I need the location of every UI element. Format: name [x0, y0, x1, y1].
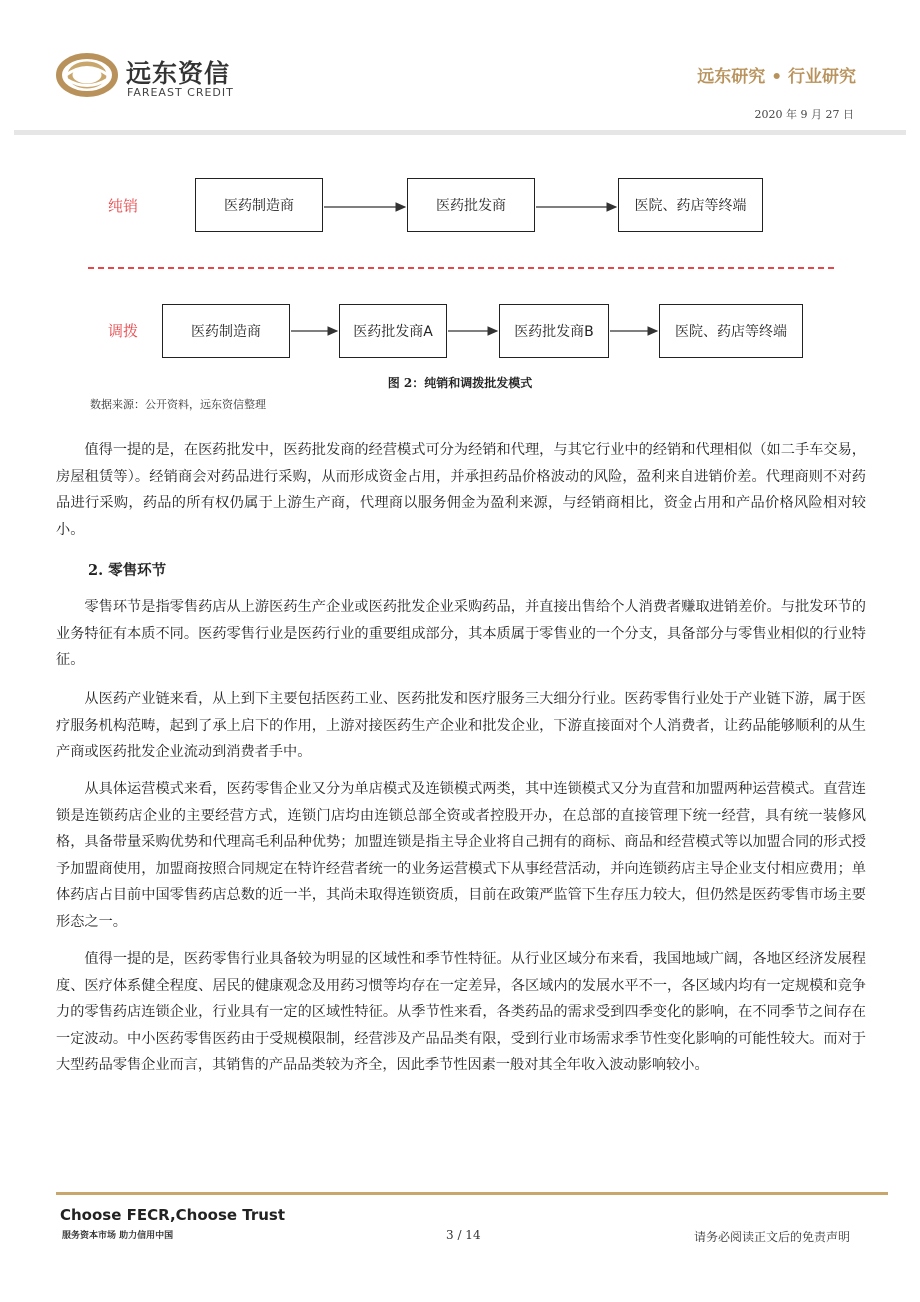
- row-label-direct-sales: 纯销: [108, 197, 139, 215]
- flow-box-wholesaler-a: 医药批发商A: [339, 304, 447, 358]
- row-label-transfer: 调拨: [108, 322, 139, 340]
- flow-box-terminal-1: 医院、药店等终端: [618, 178, 763, 232]
- flow-box-wholesaler-b: 医药批发商B: [499, 304, 609, 358]
- footer-subslogan: 服务资本市场 助力信用中国: [62, 1231, 174, 1241]
- paragraph-wholesale-modes: 值得一提的是，在医药批发中，医药批发商的经营模式可分为经销和代理，与其它行业中的经销和代理相似（如二手车交易，房屋租赁等）。经销商会对药品进行采购，从而形成资金占用，并承担药品价格波动的风险，盈利来自进销价差。代理商则不对药品进行采购，药品的所有权仍属于上游生产商，代理商以服务佣金为盈利来源，与经销商相比，资金占用和产品价格风险相对较小。: [56, 442, 866, 538]
- flow-box-manufacturer-1: 医药制造商: [195, 178, 323, 232]
- report-series-title: 远东研究 • 行业研究: [697, 67, 856, 87]
- footer-slogan: Choose FECR,Choose Trust: [60, 1206, 286, 1224]
- figure-source: 数据来源：公开资料，远东资信整理: [90, 398, 266, 411]
- report-date: 2020 年 9 月 27 日: [754, 108, 854, 121]
- flow-box-manufacturer-2: 医药制造商: [162, 304, 290, 358]
- brand-name-cn: 远东资信: [126, 59, 231, 88]
- section-heading-retail: 2. 零售环节: [88, 562, 167, 579]
- brand-name-en: FAREAST CREDIT: [127, 86, 234, 99]
- paragraph-industry-chain: 从医药产业链来看，从上到下主要包括医药工业、医药批发和医疗服务三大细分行业。医药零售行业处于产业链下游，属于医疗服务机构范畴，起到了承上启下的作用，上游对接医药生产企业和批发企业，下游直接面对个人消费者，让药品能够顺利的从生产商或医药批发企业流动到消费者手中。: [56, 691, 866, 760]
- figure-caption: 图 2：纯销和调拨批发模式: [387, 376, 533, 390]
- footer-disclaimer: 请务必阅读正文后的免责声明: [693, 1230, 850, 1244]
- flow-box-wholesaler-1: 医药批发商: [407, 178, 535, 232]
- footer-divider: [56, 1192, 888, 1195]
- flow-box-terminal-2: 医院、药店等终端: [659, 304, 803, 358]
- paragraph-retail-definition: 零售环节是指零售药店从上游医药生产企业或医药批发企业采购药品，并直接出售给个人消费者赚取进销差价。与批发环节的业务特征有本质不同。医药零售行业是医药行业的重要组成部分，其本质属于零售业的一个分支，具备部分与零售业相似的行业特征。: [56, 599, 866, 668]
- flow-arrows: [0, 0, 920, 380]
- paragraph-operating-modes: 从具体运营模式来看，医药零售企业又分为单店模式及连锁模式两类，其中连锁模式又分为直营和加盟两种运营模式。直营连锁是连锁药店企业的主要经营方式，连锁门店均由连锁总部全资或者控股开办，在总部的直接管理下统一经营，具有统一装修风格，具备带量采购优势和代理高毛利品种优势；加盟连锁是指主导企业将自己拥有的商标、商品和经营模式等以加盟合同的形式授予加盟商使用，加盟商按照合同规定在特许经营者统一的业务运营模式下从事经营活动，并向连锁药店主导企业支付相应费用；单体药店占目前中国零售药店总数的近一半，其尚未取得连锁资质，目前在政策严监管下生存压力较大，但仍然是医药零售市场主要形态之一。: [56, 781, 866, 930]
- page-number: 3 / 14: [446, 1228, 481, 1242]
- paragraph-regional-seasonal: 值得一提的是，医药零售行业具备较为明显的区域性和季节性特征。从行业区域分布来看，我国地域广阔，各地区经济发展程度、医疗体系健全程度、居民的健康观念及用药习惯等均存在一定差异，各区域内的发展水平不一，各区域内均有一定规模和竞争力的零售药店连锁企业，行业具有一定的区域性特征。从季节性来看，各类药品的需求受到四季变化的影响，在不同季节之间存在一定波动。中小医药零售医药由于受规模限制，经营涉及产品品类有限，受到行业市场需求季节性变化影响的可能性较大。而对于大型药品零售企业而言，其销售的产品品类较为齐全，因此季节性因素一般对其全年收入波动影响较小。: [56, 951, 866, 1073]
